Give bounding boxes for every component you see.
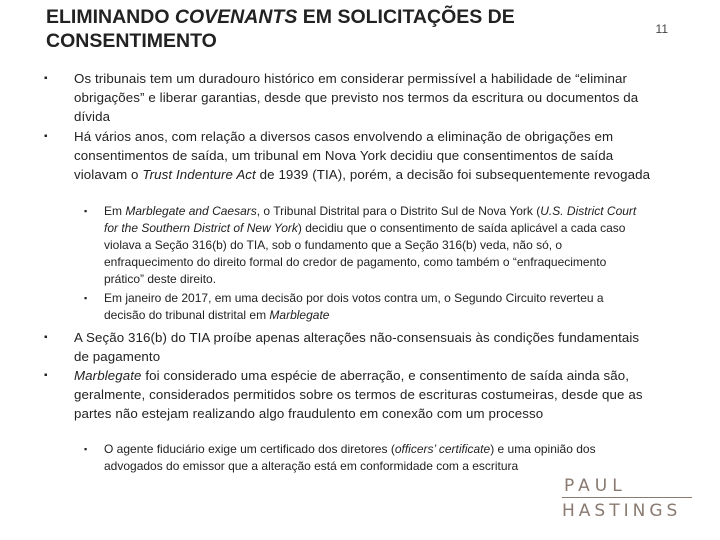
bullet-marker: ▪ (44, 370, 48, 381)
logo-divider (562, 497, 692, 498)
bullet-2: ▪ Há vários anos, com relação a diversos casos envolvendo a eliminação de obrigações em consentimentos de saída, um tribunal em Nova York decidiu que consentimentos de saída violavam o Trust Indenture Act de 1939 (TIA), porém, a decisão foi subsequentemente revogada (44, 129, 651, 182)
bullet-marker: ▪ (44, 131, 48, 142)
bullet-marker: ▪ (84, 206, 88, 216)
bullet-marker: ▪ (84, 444, 88, 454)
bullet-3: ▪ A Seção 316(b) do TIA proíbe apenas alterações não-consensuais às condições fundamentais de pagamento (44, 330, 640, 364)
title-italic: COVENANTS (174, 6, 298, 28)
slide-title: ELIMINANDO COVENANTS EM SOLICITAÇÕES DE CONSENTIMENTO (46, 6, 515, 52)
logo-line-2: HASTINGS (562, 501, 682, 521)
sub-bullet-2a: ▪ Em Marblegate and Caesars, o Tribunal Distrital para o Distrito Sul de Nova York (U.S. District Court for the Southern District of New York) decidiu que o consentimento de saída aplicável a cada caso violava a Seção 316(b) do TIA, sob o fundamento que a Seção 316(b) veda, não só, o enfraquecimento do direito formal do credor de pagamento, como também o “enfraquecimento prático” deste direito. (84, 204, 637, 286)
page-number: 11 (655, 22, 668, 36)
sub-bullet-2b: ▪ Em janeiro de 2017, em uma decisão por dois votos contra um, o Segundo Circuito reverteu a decisão do tribunal distrital em Marblegate (84, 291, 604, 322)
sub-bullet-4a: ▪ O agente fiduciário exige um certificado dos diretores (officers’ certificate) e uma opinião dos advogados do emissor que a alteração está em conformidade com a escritura (84, 442, 596, 473)
paul-hastings-logo (562, 476, 702, 522)
bullet-marker: ▪ (44, 332, 48, 343)
bullet-marker: ▪ (84, 293, 88, 303)
bullet-1: ▪ Os tribunais tem um duradouro histórico em considerar permissível a habilidade de “eliminar obrigações” e liberar garantias, desde que previsto nos termos da escritura ou documentos da dívida (44, 71, 639, 124)
logo-line-1: PAUL (564, 476, 627, 496)
bullet-4: ▪ Marblegate foi considerado uma espécie de aberração, e consentimento de saída ainda são, geralmente, considerados permitidos sobre os termos de escrituras costumeiras, desde que as partes não estejam realizando algo fraudulento em conexão com um processo (44, 368, 643, 421)
bullet-marker: ▪ (44, 73, 48, 84)
